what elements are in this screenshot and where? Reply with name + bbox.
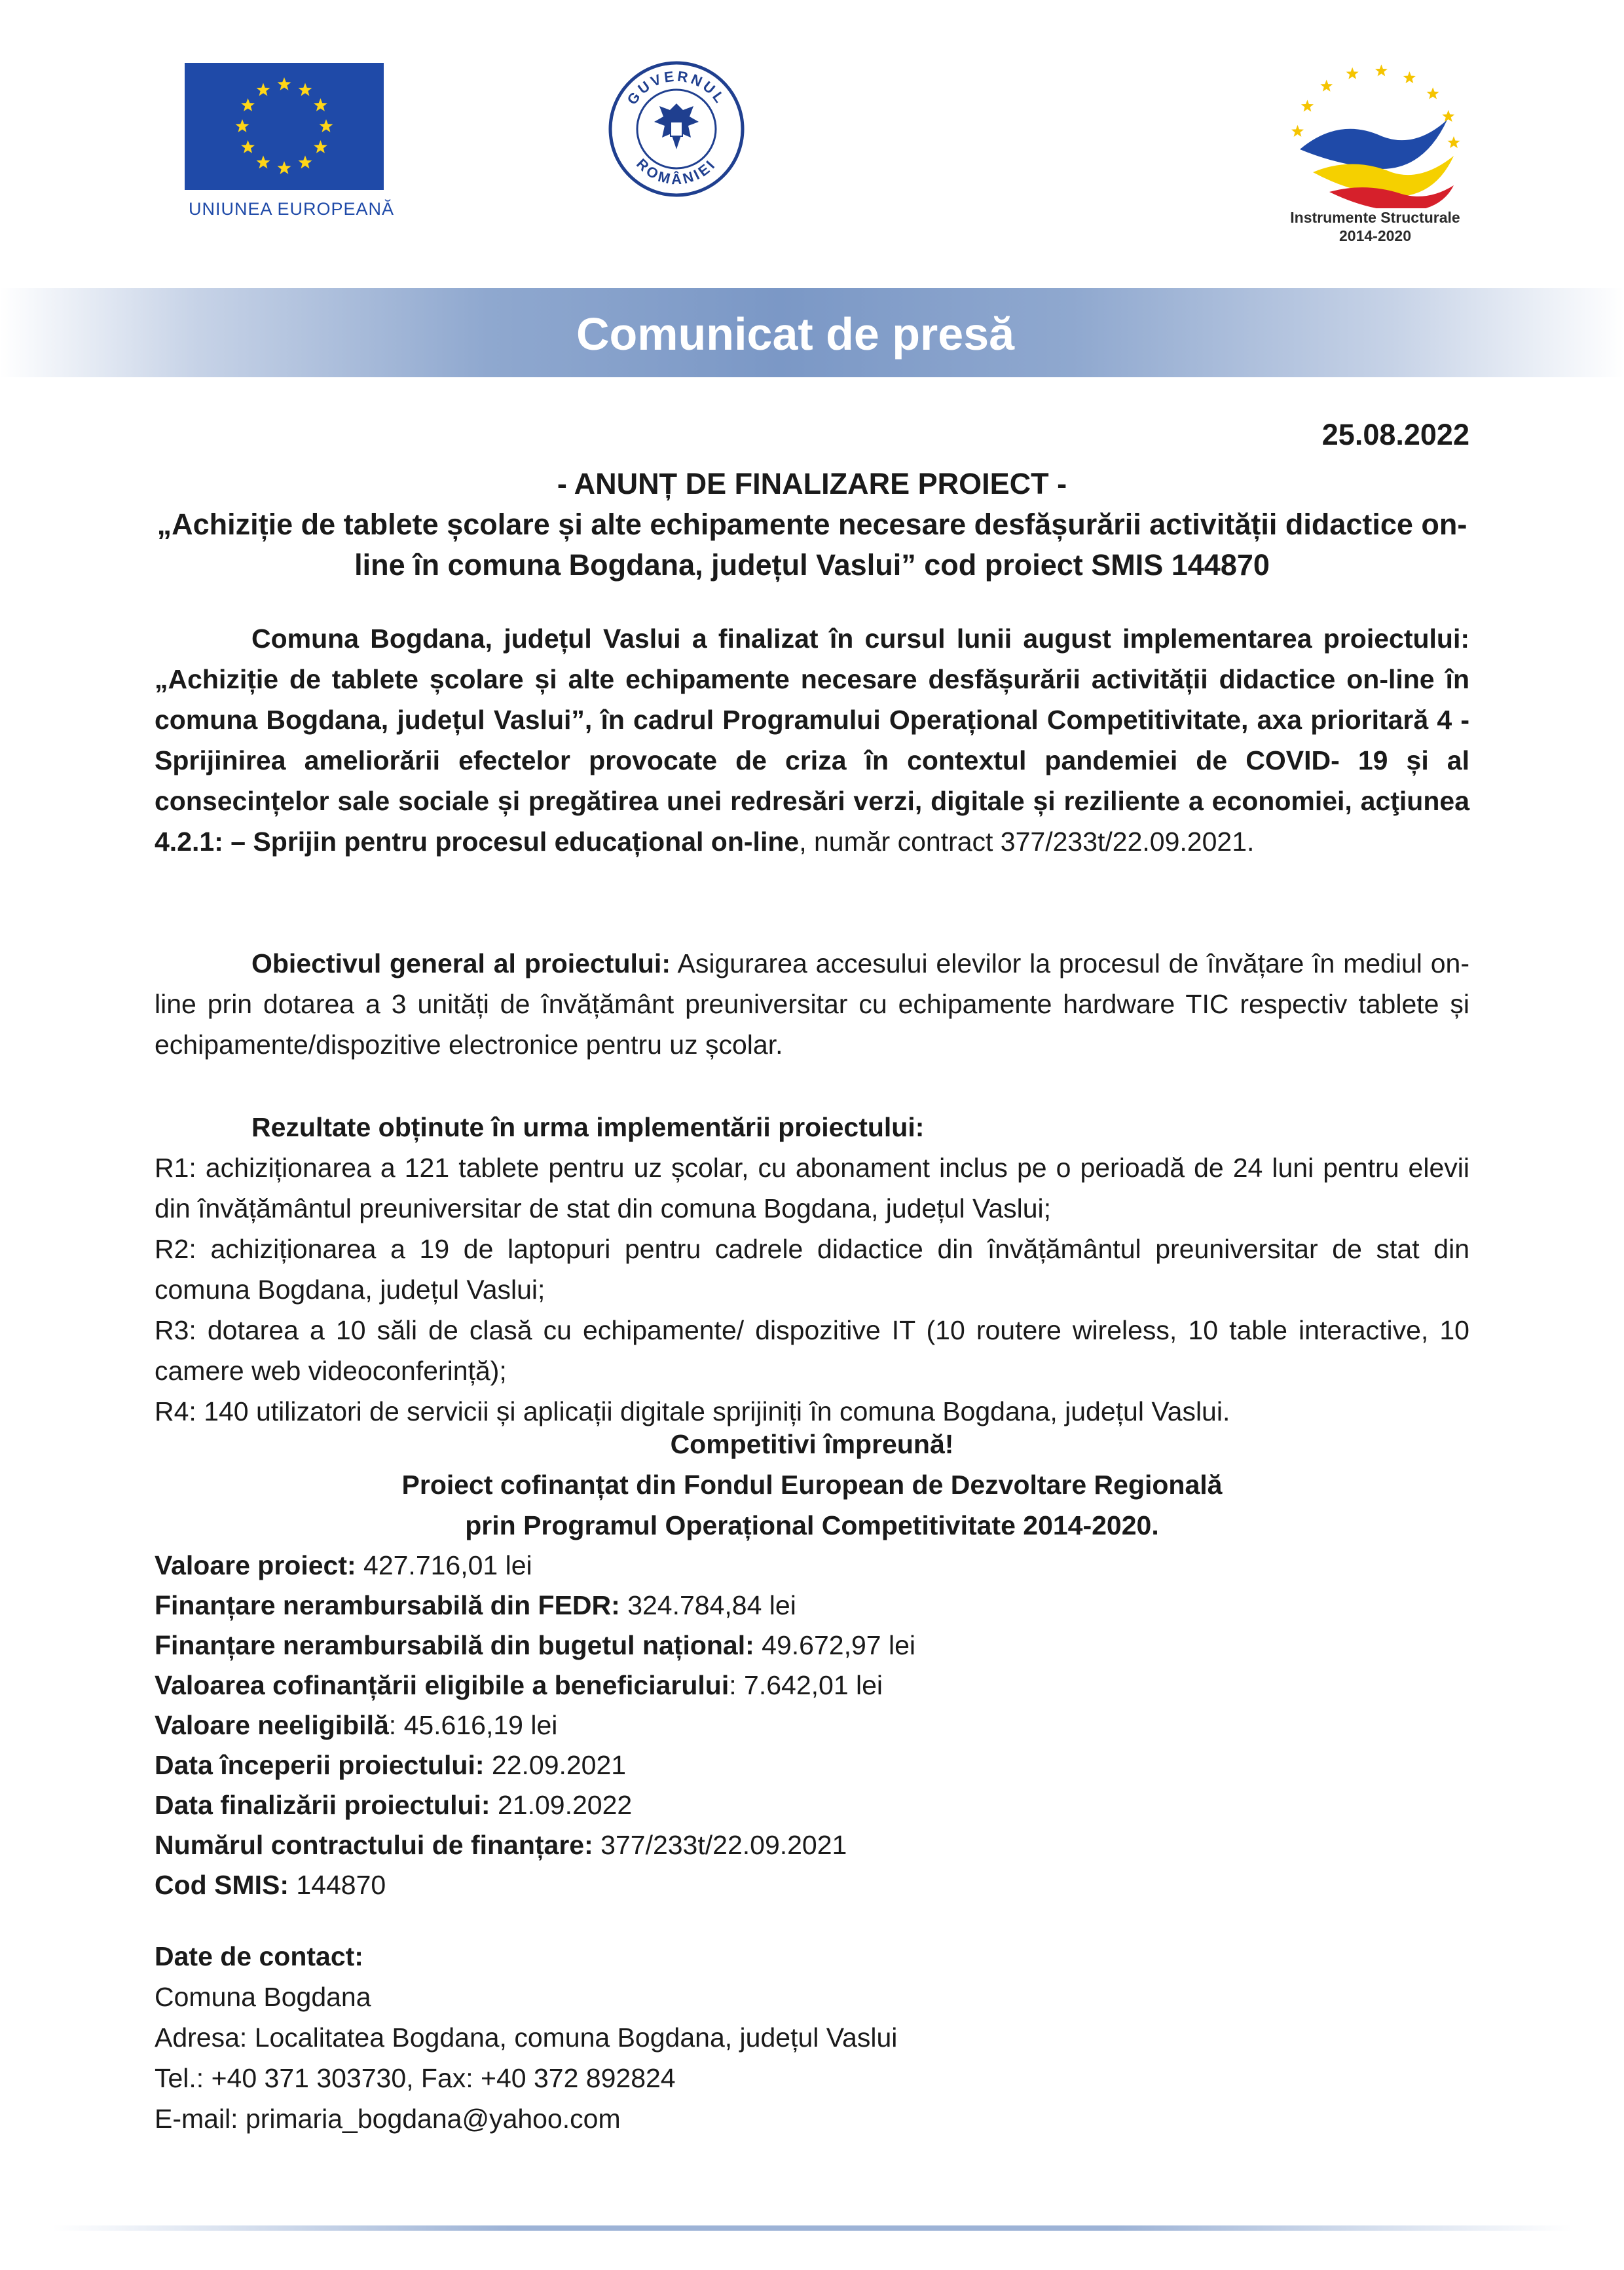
result-item-r2: R2: achiziționarea a 19 de laptopuri pentru cadrele didactice din învățământul preuniversitar de stat din comuna Bogdana, județul Vaslui; <box>155 1234 1469 1305</box>
project-facts <box>155 1546 1469 1905</box>
fact-value: : 45.616,19 lei <box>388 1710 558 1740</box>
fact-value: 324.784,84 lei <box>619 1590 796 1620</box>
eu-star-icon <box>314 140 327 153</box>
eu-stars <box>185 63 384 190</box>
yellow-star-icon <box>1427 87 1439 99</box>
fact-row <box>155 1785 1469 1825</box>
is-label-line1: Instrumente Structurale <box>1290 209 1460 226</box>
eu-star-icon <box>257 155 270 168</box>
cofinancing-tagline <box>155 1424 1469 1546</box>
heading-line-1: - ANUNȚ DE FINALIZARE PROIECT - <box>557 467 1067 500</box>
fact-value: 377/233t/22.09.2021 <box>593 1830 847 1860</box>
eu-logo <box>185 63 395 227</box>
yellow-star-icon <box>1346 67 1359 79</box>
objective-label: Obiectivul general al proiectului: <box>251 948 671 978</box>
gov-text-top: GUVERNUL <box>623 67 729 108</box>
fact-label: Valoare neeligibilă <box>155 1710 389 1740</box>
eu-star-icon <box>257 83 270 96</box>
fact-label: Valoare proiect: <box>155 1550 356 1580</box>
press-release-banner <box>0 288 1624 377</box>
intro-text: Comuna Bogdana, județul Vaslui a finalizat în cursul lunii august implementarea proiectului: „Achiziție de tablete școlare și alte echipamente necesare desfășurării activității didactice on-line în comuna Bogdana, județul Vaslui”, în cadrul Programului Operațional Competitivitate, axa prioritară 4 - Sprijinirea ameliorării efectelor provocate de criza în contextul pandemiei de COVID- 19 și al consecințelor sale sociale și pregătirea unei redresări verzi, digitale și reziliente a economiei, acţiunea 4.2.1: – Sprijin pentru procesul educațional on-line <box>155 623 1469 857</box>
objective-paragraph <box>155 943 1469 1065</box>
yellow-star-icon <box>1291 125 1304 137</box>
fact-label: Data finalizării proiectului: <box>155 1790 490 1820</box>
yellow-star-icon <box>1447 136 1460 148</box>
structural-instruments-label <box>1267 208 1483 245</box>
contact-heading: Date de contact: <box>155 1941 363 1971</box>
footer-divider <box>52 2225 1572 2231</box>
romanian-government-logo <box>608 60 745 198</box>
announcement-date: 25.08.2022 <box>1321 418 1469 451</box>
fact-value: 21.09.2022 <box>490 1790 633 1820</box>
result-item-r1: R1: achiziționarea a 121 tablete pentru uz școlar, cu abonament inclus pe o perioadă de 24 luni pentru elevii din învățământul preuniversitar de stat din comuna Bogdana, județul Vaslui; <box>155 1153 1469 1223</box>
structural-instruments-logo <box>1267 58 1483 254</box>
results-heading: Rezultate obținute în urma implementării proiectului: <box>251 1112 925 1142</box>
yellow-star-icon <box>1403 71 1416 83</box>
eu-star-icon <box>278 77 291 90</box>
fact-label: Data începerii proiectului: <box>155 1750 485 1780</box>
svg-text:ROMÂNIEI <box>633 155 720 187</box>
fact-row <box>155 1705 1469 1745</box>
fact-row <box>155 1665 1469 1705</box>
fact-row <box>155 1586 1469 1626</box>
eu-star-icon <box>236 119 249 132</box>
fact-row <box>155 1626 1469 1665</box>
eu-flag <box>185 63 384 190</box>
fact-label: Finanțare nerambursabilă din bugetul național: <box>155 1630 754 1660</box>
announcement-heading <box>155 464 1469 586</box>
fact-label: Valoarea cofinanțării eligibile a beneficiarului <box>155 1670 729 1700</box>
contact-phone: Tel.: +40 371 303730, Fax: +40 372 892824 <box>155 2063 676 2093</box>
fact-label: Numărul contractului de finanțare: <box>155 1830 593 1860</box>
header-logos <box>0 0 1624 275</box>
fact-row <box>155 1546 1469 1586</box>
results-section <box>155 1107 1469 1432</box>
fact-value: : 7.642,01 lei <box>729 1670 883 1700</box>
fact-value: 144870 <box>288 1870 386 1900</box>
eu-star-icon <box>299 83 312 96</box>
fact-label: Finanțare nerambursabilă din FEDR: <box>155 1590 620 1620</box>
yellow-star-icon <box>1320 80 1333 92</box>
fact-row <box>155 1745 1469 1785</box>
result-item-r4: R4: 140 utilizatori de servicii și aplicații digitale sprijiniți în comuna Bogdana, județul Vaslui. <box>155 1396 1230 1426</box>
tagline-fund: Proiect cofinanțat din Fondul European de Dezvoltare Regională <box>401 1470 1223 1500</box>
contact-section <box>155 1936 1469 2139</box>
yellow-star-icon <box>1375 64 1388 76</box>
eu-star-icon <box>241 140 255 153</box>
intro-contract: , număr contract 377/233t/22.09.2021. <box>799 827 1255 857</box>
contact-email: E-mail: primaria_bogdana@yahoo.com <box>155 2104 621 2134</box>
yellow-star-icon <box>1301 100 1314 111</box>
gov-text-bottom: ROMÂNIEI <box>633 155 720 188</box>
yellow-star-icon <box>1442 110 1454 122</box>
eu-star-icon <box>314 98 327 111</box>
heading-project-title: „Achiziție de tablete școlare și alte echipamente necesare desfășurării activității didactice on-line în comuna Bogdana, județul Vaslui” cod proiect SMIS 144870 <box>157 508 1467 582</box>
eu-label: UNIUNEA EUROPEANĂ <box>189 199 395 219</box>
eagle-crest-icon <box>654 103 699 149</box>
tagline-program: prin Programul Operațional Competitivitate 2014-2020. <box>465 1510 1159 1540</box>
eu-star-icon <box>299 155 312 168</box>
fact-row <box>155 1865 1469 1905</box>
eu-star-icon <box>278 161 291 174</box>
contact-address: Adresa: Localitatea Bogdana, comuna Bogdana, județul Vaslui <box>155 2022 898 2053</box>
intro-paragraph <box>155 618 1469 862</box>
fact-row <box>155 1825 1469 1865</box>
fact-value: 22.09.2021 <box>484 1750 627 1780</box>
result-item-r3: R3: dotarea a 10 săli de clasă cu echipamente/ dispozitive IT (10 routere wireless, 10 table interactive, 10 camere web videoconferință); <box>155 1315 1469 1386</box>
eu-star-icon <box>320 119 333 132</box>
tagline-slogan: Competitivi împreună! <box>670 1429 954 1459</box>
banner-title: Comunicat de presă <box>576 308 1015 360</box>
fact-value: 49.672,97 lei <box>754 1630 915 1660</box>
objective-text: Asigurarea accesului elevilor la procesul de învățare în mediul on-line prin dotarea a 3 unități de învățământ preuniversitar cu echipamente hardware TIC respectiv tablete și echipamente/dispozitive electronice pentru uz școlar. <box>155 948 1469 1060</box>
romanian-flag-swoosh-icon <box>1267 58 1483 208</box>
fact-label: Cod SMIS: <box>155 1870 289 1900</box>
eu-star-icon <box>241 98 255 111</box>
fact-value: 427.716,01 lei <box>356 1550 532 1580</box>
is-label-line2: 2014-2020 <box>1339 227 1411 244</box>
contact-name: Comuna Bogdana <box>155 1982 371 2012</box>
